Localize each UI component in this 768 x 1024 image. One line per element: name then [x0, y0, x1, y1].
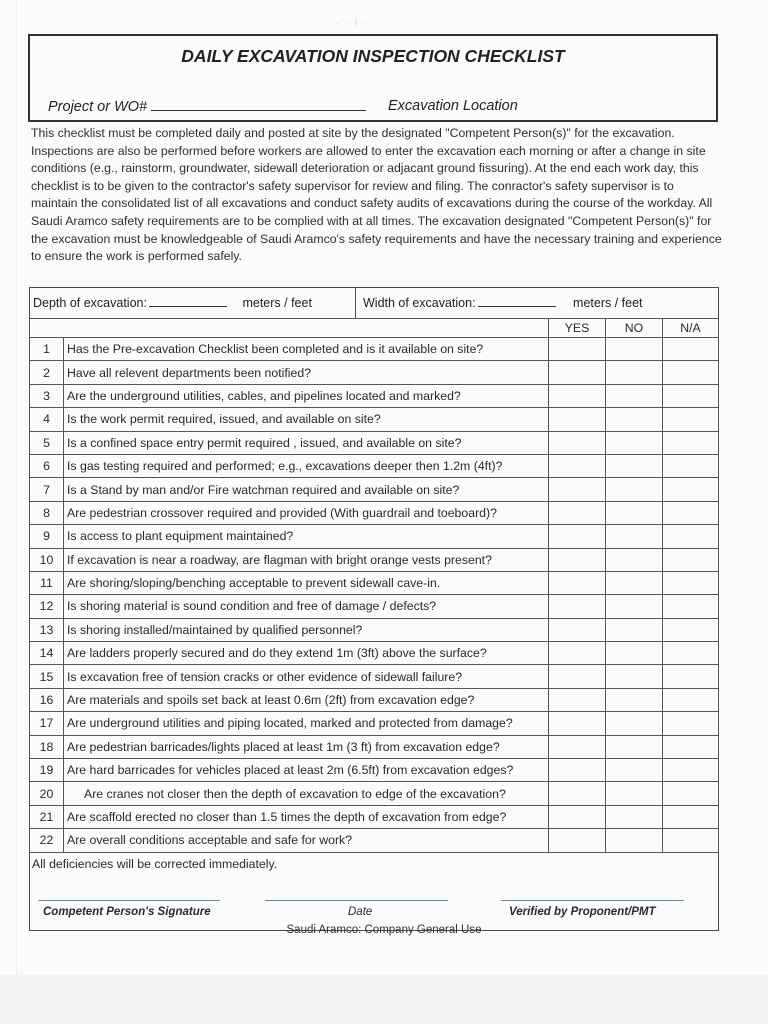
- depth-label: Depth of excavation:: [33, 296, 147, 310]
- checkbox-na[interactable]: [663, 361, 719, 384]
- checkbox-no[interactable]: [606, 805, 663, 828]
- question-text: Is gas testing required and performed; e.g., excavations deeper then 1.2m (4ft)?: [64, 454, 549, 477]
- question-text: Are pedestrian barricades/lights placed at least 1m (3 ft) from excavation edge?: [64, 735, 549, 758]
- row-number: 13: [30, 618, 64, 641]
- question-text: Are scaffold erected no closer than 1.5 times the depth of excavation from edge?: [64, 805, 549, 828]
- checkbox-no[interactable]: [606, 665, 663, 688]
- table-row: [30, 571, 719, 594]
- row-number: 21: [30, 805, 64, 828]
- question-text: Have all relevent departments been notified?: [64, 361, 549, 384]
- date-line[interactable]: [265, 900, 448, 901]
- project-input[interactable]: [151, 96, 366, 111]
- table-row: [30, 759, 719, 782]
- checkbox-no[interactable]: [606, 525, 663, 548]
- checkbox-no[interactable]: [606, 384, 663, 407]
- checkbox-no[interactable]: [606, 712, 663, 735]
- checkbox-na[interactable]: [663, 805, 719, 828]
- table-row: [30, 338, 719, 361]
- row-number: 10: [30, 548, 64, 571]
- checkbox-no[interactable]: [606, 759, 663, 782]
- checkbox-na[interactable]: [663, 688, 719, 711]
- table-row: [30, 618, 719, 641]
- checkbox-na[interactable]: [663, 408, 719, 431]
- verified-label: Verified by Proponent/PMT: [509, 906, 656, 918]
- signature-label: Competent Person's Signature: [43, 906, 211, 918]
- column-header-no: NO: [606, 319, 663, 338]
- question-text: Is access to plant equipment maintained?: [64, 525, 549, 548]
- row-number: 19: [30, 759, 64, 782]
- instructions-paragraph: This checklist must be completed daily and posted at site by the designated "Competent Person(s)" for the excavation. Inspections are also be performed before workers are allowed to enter the excavation each morning or after a change in site conditions (e.g., rainstorm, groundwater, sidewall deterioration or adjacant ground fissuring). At the end each work day, this checklist is to be given to the contractor's safety supervisor for review and filing. The conractor's safety supervisor is to maintain the consolidated list of all excavations and conduct safety audits of excavations during the course of the workday. All Saudi Aramco safety requirements are to be complied with at all times. The excavation designated "Competent Person(s)" for the excavation must be knowledgeable of Saudi Aramco's safety requirements and have the necessary training and experience to ensure the work is performed safely.: [31, 126, 722, 264]
- question-text: Is shoring material is sound condition and free of damage / defects?: [64, 595, 549, 618]
- checkbox-na[interactable]: [663, 595, 719, 618]
- checkbox-no[interactable]: [606, 361, 663, 384]
- question-text: Are materials and spoils set back at least 0.6m (2ft) from excavation edge?: [64, 688, 549, 711]
- width-input[interactable]: [478, 295, 556, 307]
- checkbox-no[interactable]: [606, 408, 663, 431]
- depth-input[interactable]: [149, 295, 227, 307]
- deficiencies-note: All deficiencies will be corrected immediately.: [32, 857, 278, 871]
- row-number: 22: [30, 829, 64, 852]
- table-row: [30, 712, 719, 735]
- date-label: Date: [348, 906, 373, 918]
- row-number: 2: [30, 361, 64, 384]
- table-row: [30, 431, 719, 454]
- question-text: Is a Stand by man and/or Fire watchman required and available on site?: [64, 478, 549, 501]
- checkbox-na[interactable]: [663, 525, 719, 548]
- question-text: Are cranes not closer then the depth of excavation to edge of the excavation?: [64, 782, 549, 805]
- checkbox-na[interactable]: [663, 478, 719, 501]
- checkbox-yes[interactable]: [549, 782, 606, 805]
- depth-unit: meters / feet: [242, 296, 312, 310]
- checkbox-no[interactable]: [606, 338, 663, 361]
- checkbox-yes[interactable]: [549, 361, 606, 384]
- checkbox-yes[interactable]: [549, 688, 606, 711]
- row-number: 18: [30, 735, 64, 758]
- question-text: Are ladders properly secured and do they extend 1m (3ft) above the surface?: [64, 642, 549, 665]
- checkbox-na[interactable]: [663, 642, 719, 665]
- page-title: DAILY EXCAVATION INSPECTION CHECKLIST: [181, 46, 565, 66]
- checkbox-yes[interactable]: [549, 665, 606, 688]
- question-text: Is excavation free of tension cracks or other evidence of sidewall failure?: [64, 665, 549, 688]
- checkbox-no[interactable]: [606, 688, 663, 711]
- dimensions-row: [30, 288, 718, 319]
- checkbox-na[interactable]: [663, 384, 719, 407]
- column-header-yes: YES: [549, 319, 606, 338]
- table-row: [30, 735, 719, 758]
- scan-background: [0, 975, 768, 1024]
- checkbox-no[interactable]: [606, 501, 663, 524]
- checkbox-yes[interactable]: [549, 454, 606, 477]
- table-header-row: [30, 319, 719, 338]
- table-row: [30, 361, 719, 384]
- question-text: Is the work permit required, issued, and available on site?: [64, 408, 549, 431]
- row-number: 12: [30, 595, 64, 618]
- checkbox-yes[interactable]: [549, 501, 606, 524]
- row-number: 8: [30, 501, 64, 524]
- checkbox-na[interactable]: [663, 454, 719, 477]
- checkbox-no[interactable]: [606, 571, 663, 594]
- depth-field: [33, 295, 312, 310]
- header-box: [28, 34, 718, 122]
- table-row: [30, 501, 719, 524]
- project-label: Project or WO#: [48, 99, 148, 115]
- checkbox-no[interactable]: [606, 548, 663, 571]
- checkbox-yes[interactable]: [549, 735, 606, 758]
- checklist-form: [29, 287, 719, 931]
- checkbox-no[interactable]: [606, 454, 663, 477]
- checkbox-yes[interactable]: [549, 712, 606, 735]
- checkbox-na[interactable]: [663, 665, 719, 688]
- checkbox-na[interactable]: [663, 829, 719, 852]
- location-field: [388, 98, 518, 114]
- column-header-na: N/A: [663, 319, 719, 338]
- checkbox-yes[interactable]: [549, 548, 606, 571]
- table-row: [30, 454, 719, 477]
- checkbox-na[interactable]: [663, 338, 719, 361]
- question-text: Is shoring installed/maintained by qualified personnel?: [64, 618, 549, 641]
- checkbox-no[interactable]: [606, 642, 663, 665]
- row-number: 14: [30, 642, 64, 665]
- width-label: Width of excavation:: [363, 296, 476, 310]
- table-row: [30, 829, 719, 852]
- checkbox-yes[interactable]: [549, 478, 606, 501]
- question-text: Are overall conditions acceptable and safe for work?: [64, 829, 549, 852]
- checkbox-yes[interactable]: [549, 595, 606, 618]
- scan-artifact: · · \ ·: [336, 18, 369, 28]
- question-text: Are pedestrian crossover required and provided (With guardrail and toeboard)?: [64, 501, 549, 524]
- checkbox-yes[interactable]: [549, 338, 606, 361]
- row-number: 3: [30, 384, 64, 407]
- table-row: [30, 384, 719, 407]
- question-text: Is a confined space entry permit required , issued, and available on site?: [64, 431, 549, 454]
- table-row: [30, 525, 719, 548]
- table-row: [30, 595, 719, 618]
- question-text: Has the Pre-excavation Checklist been completed and is it available on site?: [64, 338, 549, 361]
- checkbox-no[interactable]: [606, 782, 663, 805]
- row-number: 17: [30, 712, 64, 735]
- checkbox-no[interactable]: [606, 478, 663, 501]
- divider: [355, 288, 356, 318]
- checkbox-na[interactable]: [663, 712, 719, 735]
- checkbox-yes[interactable]: [549, 759, 606, 782]
- width-field: [363, 295, 643, 310]
- project-field: [48, 96, 366, 115]
- table-row: [30, 408, 719, 431]
- table-row: [30, 665, 719, 688]
- checkbox-na[interactable]: [663, 431, 719, 454]
- question-text: Are hard barricades for vehicles placed at least 2m (6.5ft) from excavation edges?: [64, 759, 549, 782]
- row-number: 11: [30, 571, 64, 594]
- row-number: 5: [30, 431, 64, 454]
- verified-line[interactable]: [501, 900, 684, 901]
- checkbox-yes[interactable]: [549, 384, 606, 407]
- checkbox-yes[interactable]: [549, 431, 606, 454]
- checkbox-yes[interactable]: [549, 829, 606, 852]
- table-row: [30, 642, 719, 665]
- table-row: [30, 478, 719, 501]
- checkbox-no[interactable]: [606, 618, 663, 641]
- checkbox-no[interactable]: [606, 431, 663, 454]
- checkbox-na[interactable]: [663, 618, 719, 641]
- checkbox-na[interactable]: [663, 501, 719, 524]
- footer-classification: Saudi Aramco: Company General Use: [286, 924, 482, 936]
- checkbox-na[interactable]: [663, 571, 719, 594]
- checkbox-na[interactable]: [663, 735, 719, 758]
- checkbox-yes[interactable]: [549, 642, 606, 665]
- width-unit: meters / feet: [573, 296, 643, 310]
- row-number: 20: [30, 782, 64, 805]
- checkbox-yes[interactable]: [549, 805, 606, 828]
- row-number: 15: [30, 665, 64, 688]
- checkbox-yes[interactable]: [549, 571, 606, 594]
- row-number: 7: [30, 478, 64, 501]
- table-row: [30, 688, 719, 711]
- table-row: [30, 805, 719, 828]
- location-label: Excavation Location: [388, 98, 518, 114]
- checkbox-yes[interactable]: [549, 525, 606, 548]
- checkbox-na[interactable]: [663, 759, 719, 782]
- row-number: 4: [30, 408, 64, 431]
- checkbox-no[interactable]: [606, 735, 663, 758]
- row-number: 6: [30, 454, 64, 477]
- checkbox-na[interactable]: [663, 548, 719, 571]
- checkbox-yes[interactable]: [549, 408, 606, 431]
- question-text: Are shoring/sloping/benching acceptable to prevent sidewall cave-in.: [64, 571, 549, 594]
- row-number: 16: [30, 688, 64, 711]
- header-spacer: [30, 319, 549, 338]
- question-text: If excavation is near a roadway, are flagman with bright orange vests present?: [64, 548, 549, 571]
- row-number: 1: [30, 338, 64, 361]
- table-row: [30, 782, 719, 805]
- signature-line[interactable]: [38, 900, 220, 901]
- checkbox-na[interactable]: [663, 782, 719, 805]
- page-edge: [16, 0, 17, 975]
- row-number: 9: [30, 525, 64, 548]
- checkbox-yes[interactable]: [549, 618, 606, 641]
- checklist-table: [29, 318, 719, 853]
- question-text: Are the underground utilities, cables, and pipelines located and marked?: [64, 384, 549, 407]
- checkbox-no[interactable]: [606, 595, 663, 618]
- table-row: [30, 548, 719, 571]
- question-text: Are underground utilities and piping located, marked and protected from damage?: [64, 712, 549, 735]
- checkbox-no[interactable]: [606, 829, 663, 852]
